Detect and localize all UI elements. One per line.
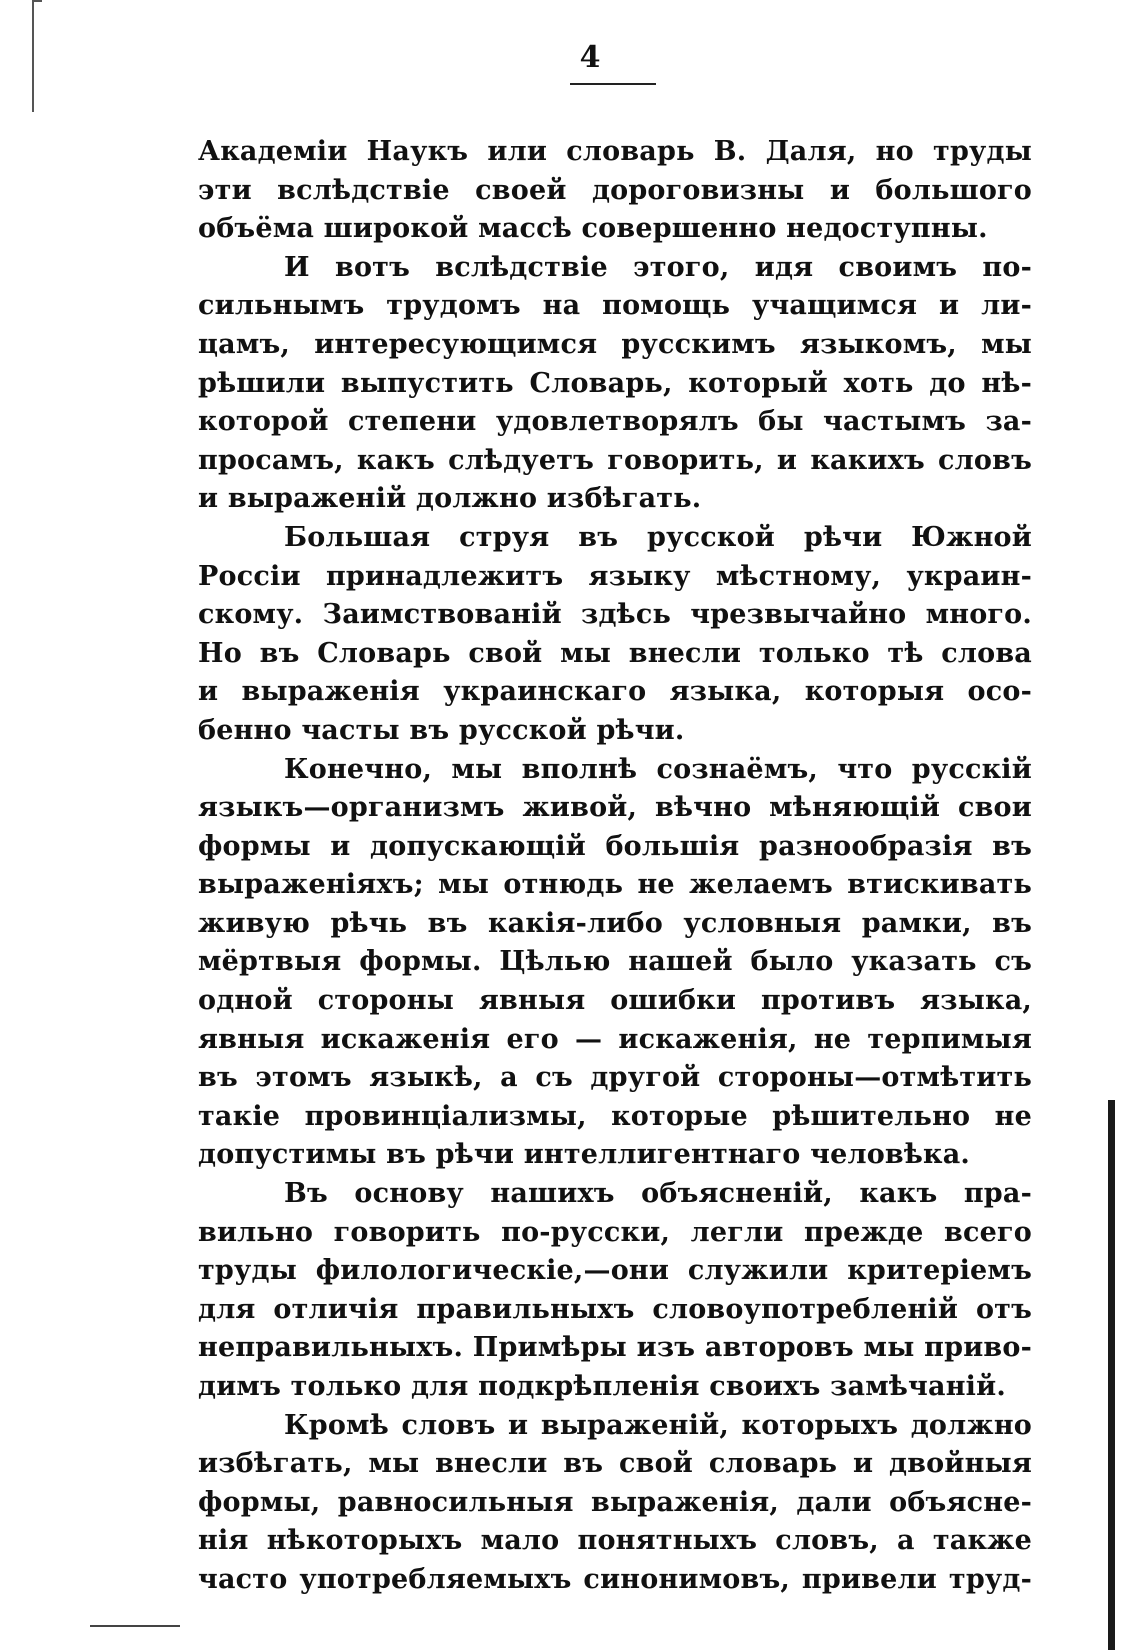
text-line: Большая струя въ русской рѣчи Южной: [284, 521, 1032, 553]
text-line: часто употребляемыхъ синонимовъ, привели труд-: [198, 1563, 1032, 1595]
text-line: рѣшили выпустить Словарь, который хоть до нѣ-: [198, 367, 1032, 399]
text-line: и выраженія украинскаго языка, которыя осо-: [198, 676, 1032, 708]
text-line: допустимы въ рѣчи интеллигентнаго человѣка.: [198, 1139, 971, 1171]
text-line: нія нѣкоторыхъ мало понятныхъ словъ, а также: [198, 1525, 1032, 1557]
text-line: въ этомъ языкѣ, а съ другой стороны—отмѣтить: [198, 1062, 1032, 1094]
paragraph: [198, 133, 1032, 249]
text-line: труды филологическіе,—они служили критеріемъ: [198, 1255, 1032, 1287]
text-line: неправильныхъ. Примѣры изъ авторовъ мы приво-: [198, 1332, 1032, 1364]
scan-right-edge-shadow: [1108, 1100, 1115, 1650]
paragraph: [198, 1407, 1032, 1600]
text-line: цамъ, интересующимся русскимъ языкомъ, мы: [198, 328, 1032, 360]
text-line: формы и допускающій большія разнообразія въ: [198, 830, 1032, 862]
page-number-rule: [570, 83, 656, 85]
text-line: языкъ—организмъ живой, вѣчно мѣняющій свои: [198, 792, 1032, 824]
text-line: димъ только для подкрѣпленія своихъ замѣчаній.: [198, 1371, 1006, 1402]
text-line: эти вслѣдствіе своей дороговизны и большого: [198, 174, 1032, 206]
scan-left-edge-mark: [32, 0, 42, 2]
paragraph: [198, 249, 1032, 519]
text-line: Конечно, мы вполнѣ сознаёмъ, что русскій: [284, 753, 1032, 785]
text-line: которой степени удовлетворялъ бы частымъ за-: [198, 406, 1032, 438]
text-line: и выраженій должно избѣгать.: [198, 483, 702, 515]
text-line: бенно часты въ русской рѣчи.: [198, 714, 685, 746]
text-line: просамъ, какъ слѣдуетъ говорить, и какихъ словъ: [198, 444, 1032, 476]
text-line: сильнымъ трудомъ на помощь учащимся и ли-: [198, 290, 1032, 322]
paragraph: [198, 1175, 1032, 1407]
text-line: Академіи Наукъ или словарь В. Даля, но труды: [198, 136, 1032, 167]
text-line: живую рѣчь въ какія-либо условныя рамки, въ: [198, 907, 1032, 939]
paragraph: [198, 519, 1032, 751]
text-line: такіе провинціализмы, которые рѣшительно не: [198, 1100, 1032, 1132]
text-line: выраженіяхъ; мы отнюдь не желаемъ втискивать: [198, 869, 1032, 901]
text-line: объёма широкой массѣ совершенно недоступны.: [198, 213, 988, 245]
text-line: скому. Заимствованій здѣсь чрезвычайно много.: [198, 599, 1032, 631]
text-line: формы, равносильныя выраженія, дали объясне-: [198, 1486, 1032, 1518]
text-line: Но въ Словарь свой мы внесли только тѣ слова: [198, 637, 1032, 669]
text-line: вильно говорить по-русски, легли прежде всего: [198, 1216, 1032, 1248]
text-line: мёртвыя формы. Цѣлью нашей было указать съ: [198, 946, 1032, 978]
paragraph: [198, 751, 1032, 1176]
text-line: избѣгать, мы внесли въ свой словарь и двойныя: [198, 1448, 1032, 1480]
body-text: [198, 133, 1032, 1600]
text-line: одной стороны явныя ошибки противъ языка,: [198, 985, 1032, 1017]
text-line: Россіи принадлежитъ языку мѣстному, украин-: [198, 560, 1032, 592]
text-line: Въ основу нашихъ объясненій, какъ пра-: [284, 1178, 1032, 1210]
text-line: явныя искаженія его — искаженія, не терпимыя: [198, 1023, 1032, 1055]
scan-bottom-rule: [90, 1625, 180, 1627]
page-number: 4: [579, 40, 601, 75]
text-line: для отличія правильныхъ словоупотребленій отъ: [198, 1293, 1032, 1325]
text-line: И вотъ вслѣдствіе этого, идя своимъ по-: [284, 251, 1032, 283]
text-line: Кромѣ словъ и выраженій, которыхъ должно: [284, 1409, 1032, 1441]
